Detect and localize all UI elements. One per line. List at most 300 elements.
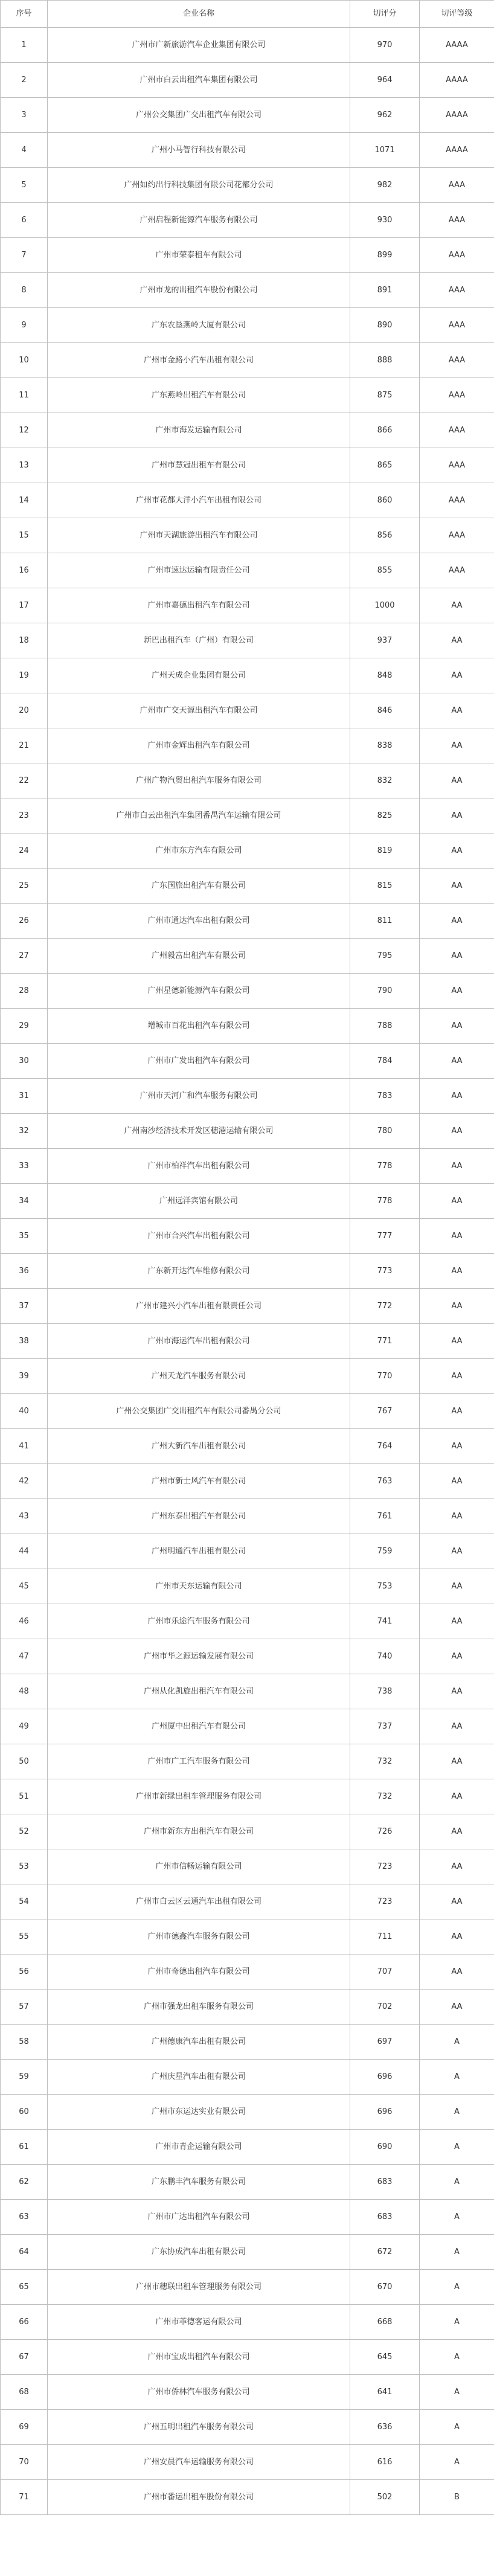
credit-grade: A: [420, 2375, 494, 2410]
company-name: 广州市强龙出租车服务有限公司: [48, 1990, 350, 2025]
company-name: 广州天龙汽车服务有限公司: [48, 1359, 350, 1394]
credit-grade: AA: [420, 869, 494, 904]
credit-grade: AA: [420, 1044, 494, 1079]
credit-grade: AA: [420, 1429, 494, 1464]
company-name: 广州广物汽贸出租汽车服务有限公司: [48, 763, 350, 798]
table-row: [1, 869, 494, 904]
credit-grade: AA: [420, 658, 494, 693]
row-index: 12: [1, 413, 48, 448]
row-index: 57: [1, 1990, 48, 2025]
row-index: 29: [1, 1009, 48, 1044]
credit-grade: AAA: [420, 378, 494, 413]
table-row: [1, 1919, 494, 1954]
row-index: 28: [1, 974, 48, 1009]
credit-grade: A: [420, 2270, 494, 2305]
table-row: [1, 623, 494, 658]
credit-score: 711: [350, 1919, 420, 1954]
table-row: [1, 1079, 494, 1114]
row-index: 23: [1, 798, 48, 834]
company-name: 广州市天湖旅游出租汽车有限公司: [48, 518, 350, 553]
credit-grade: AA: [420, 1289, 494, 1324]
table-row: [1, 203, 494, 238]
credit-score: 856: [350, 518, 420, 553]
company-name: 广州市穗联出租车管理服务有限公司: [48, 2270, 350, 2305]
table-body: [1, 28, 494, 2515]
row-index: 39: [1, 1359, 48, 1394]
row-index: 11: [1, 378, 48, 413]
row-index: 55: [1, 1919, 48, 1954]
credit-score: 784: [350, 1044, 420, 1079]
credit-grade: AAA: [420, 483, 494, 518]
table-row: [1, 904, 494, 939]
credit-grade: AA: [420, 1744, 494, 1779]
credit-score: 783: [350, 1079, 420, 1114]
credit-score: 726: [350, 1814, 420, 1849]
company-name: 广州市金辉出租汽车有限公司: [48, 728, 350, 763]
row-index: 69: [1, 2410, 48, 2445]
credit-grade: AA: [420, 1324, 494, 1359]
row-index: 65: [1, 2270, 48, 2305]
credit-score: 636: [350, 2410, 420, 2445]
row-index: 59: [1, 2060, 48, 2095]
credit-grade: AA: [420, 623, 494, 658]
credit-score: 780: [350, 1114, 420, 1149]
company-name: 广州市白云区云通汽车出租有限公司: [48, 1884, 350, 1919]
row-index: 61: [1, 2130, 48, 2165]
company-name: 广州市广交天源出租汽车有限公司: [48, 693, 350, 728]
credit-grade: AAAA: [420, 133, 494, 168]
table-row: [1, 2165, 494, 2200]
credit-score: 848: [350, 658, 420, 693]
credit-grade: AAA: [420, 273, 494, 308]
table-row: [1, 1499, 494, 1534]
credit-grade: AA: [420, 1884, 494, 1919]
row-index: 19: [1, 658, 48, 693]
table-row: [1, 1009, 494, 1044]
table-row: [1, 518, 494, 553]
company-name: 广州公交集团广交出租汽车有限公司番禺分公司: [48, 1394, 350, 1429]
row-index: 17: [1, 588, 48, 623]
table-row: [1, 273, 494, 308]
company-name: 广州市东方汽车有限公司: [48, 834, 350, 869]
company-name: 广州市青企运输有限公司: [48, 2130, 350, 2165]
credit-score: 964: [350, 63, 420, 98]
credit-score: 846: [350, 693, 420, 728]
company-name: 广州小马智行科技有限公司: [48, 133, 350, 168]
table-row: [1, 1814, 494, 1849]
credit-grade: A: [420, 2235, 494, 2270]
company-name: 广州市荣泰租车有限公司: [48, 238, 350, 273]
credit-score: 697: [350, 2025, 420, 2060]
company-name: 广州市新士风汽车有限公司: [48, 1464, 350, 1499]
credit-grade: AA: [420, 1219, 494, 1254]
credit-grade: A: [420, 2200, 494, 2235]
credit-score: 1071: [350, 133, 420, 168]
credit-grade: A: [420, 2060, 494, 2095]
table-row: [1, 1954, 494, 1990]
table-row: [1, 2270, 494, 2305]
company-name: 广州市龙的出租汽车股份有限公司: [48, 273, 350, 308]
credit-grade: AA: [420, 1079, 494, 1114]
row-index: 49: [1, 1709, 48, 1744]
credit-score: 683: [350, 2165, 420, 2200]
credit-grade: A: [420, 2445, 494, 2480]
table-row: [1, 1569, 494, 1604]
table-row: [1, 974, 494, 1009]
company-name: 广州远洋宾馆有限公司: [48, 1184, 350, 1219]
company-name: 广州市通达汽车出租有限公司: [48, 904, 350, 939]
table-row: [1, 939, 494, 974]
row-index: 41: [1, 1429, 48, 1464]
company-name: 广州市信畅运输有限公司: [48, 1849, 350, 1884]
company-name: 广州星德新能源汽车有限公司: [48, 974, 350, 1009]
credit-score: 790: [350, 974, 420, 1009]
company-name: 广州五明出租汽车服务有限公司: [48, 2410, 350, 2445]
company-name: 广州市海运汽车出租有限公司: [48, 1324, 350, 1359]
credit-grade: AA: [420, 1849, 494, 1884]
table-row: [1, 63, 494, 98]
credit-grade: A: [420, 2095, 494, 2130]
company-name: 广东国旅出租汽车有限公司: [48, 869, 350, 904]
credit-score: 772: [350, 1289, 420, 1324]
row-index: 18: [1, 623, 48, 658]
credit-score: 767: [350, 1394, 420, 1429]
company-name: 广东农垦燕岭大厦有限公司: [48, 308, 350, 343]
credit-score: 723: [350, 1849, 420, 1884]
company-name: 广州安晨汽车运输服务有限公司: [48, 2445, 350, 2480]
table-row: [1, 343, 494, 378]
table-row: [1, 1149, 494, 1184]
company-name: 广州市慧冠出租车有限公司: [48, 448, 350, 483]
credit-score: 690: [350, 2130, 420, 2165]
table-row: [1, 798, 494, 834]
credit-grade: AA: [420, 1394, 494, 1429]
company-name: 广州南沙经济技术开发区穗港运输有限公司: [48, 1114, 350, 1149]
credit-score: 970: [350, 28, 420, 63]
credit-score: 763: [350, 1464, 420, 1499]
credit-score: 1000: [350, 588, 420, 623]
credit-score: 773: [350, 1254, 420, 1289]
company-name: 广东协成汽车出租有限公司: [48, 2235, 350, 2270]
credit-score: 890: [350, 308, 420, 343]
credit-score: 866: [350, 413, 420, 448]
table-row: [1, 2060, 494, 2095]
company-name: 广州市嘉德出租汽车有限公司: [48, 588, 350, 623]
table-row: [1, 1114, 494, 1149]
table-row: [1, 2235, 494, 2270]
company-name: 广州德康汽车出租有限公司: [48, 2025, 350, 2060]
credit-score: 795: [350, 939, 420, 974]
row-index: 52: [1, 1814, 48, 1849]
credit-score: 670: [350, 2270, 420, 2305]
company-name: 广州东泰出租汽车有限公司: [48, 1499, 350, 1534]
row-index: 14: [1, 483, 48, 518]
credit-grade: AA: [420, 1779, 494, 1814]
header-company-name: 企业名称: [48, 1, 350, 28]
table-row: [1, 763, 494, 798]
company-name: 广州市奇德出租汽车有限公司: [48, 1954, 350, 1990]
table-row: [1, 693, 494, 728]
table-row: [1, 2340, 494, 2375]
row-index: 34: [1, 1184, 48, 1219]
credit-grade: AA: [420, 1954, 494, 1990]
credit-score: 860: [350, 483, 420, 518]
company-name: 广州市花都大洋小汽车出租有限公司: [48, 483, 350, 518]
row-index: 3: [1, 98, 48, 133]
credit-score: 937: [350, 623, 420, 658]
company-name: 广州市天东运输有限公司: [48, 1569, 350, 1604]
credit-score: 761: [350, 1499, 420, 1534]
row-index: 67: [1, 2340, 48, 2375]
table-row: [1, 413, 494, 448]
company-name: 广州市新绿出租车管理服务有限公司: [48, 1779, 350, 1814]
table-row: [1, 2130, 494, 2165]
credit-score: 737: [350, 1709, 420, 1744]
table-row: [1, 308, 494, 343]
credit-grade: AA: [420, 1464, 494, 1499]
row-index: 42: [1, 1464, 48, 1499]
credit-grade: A: [420, 2340, 494, 2375]
credit-score: 888: [350, 343, 420, 378]
credit-score: 865: [350, 448, 420, 483]
row-index: 4: [1, 133, 48, 168]
company-name: 新巴出租汽车（广州）有限公司: [48, 623, 350, 658]
table-row: [1, 1604, 494, 1639]
credit-grade: AAAA: [420, 28, 494, 63]
credit-grade: AA: [420, 1499, 494, 1534]
credit-score: 702: [350, 1990, 420, 2025]
row-index: 38: [1, 1324, 48, 1359]
table-row: [1, 98, 494, 133]
credit-score: 641: [350, 2375, 420, 2410]
credit-grade: A: [420, 2305, 494, 2340]
row-index: 54: [1, 1884, 48, 1919]
company-name: 广东新开达汽车维修有限公司: [48, 1254, 350, 1289]
company-name: 广州大新汽车出租有限公司: [48, 1429, 350, 1464]
company-name: 广州市建兴小汽车出租有限责任公司: [48, 1289, 350, 1324]
company-name: 广州市金路小汽车出租有限公司: [48, 343, 350, 378]
credit-grade: AA: [420, 974, 494, 1009]
row-index: 9: [1, 308, 48, 343]
row-index: 26: [1, 904, 48, 939]
credit-grade: A: [420, 2025, 494, 2060]
row-index: 56: [1, 1954, 48, 1990]
credit-grade: AA: [420, 1569, 494, 1604]
company-name: 增城市百花出租汽车有限公司: [48, 1009, 350, 1044]
table-row: [1, 1674, 494, 1709]
row-index: 1: [1, 28, 48, 63]
table-row: [1, 1429, 494, 1464]
table-row: [1, 1639, 494, 1674]
company-name: 广州市天河广和汽车服务有限公司: [48, 1079, 350, 1114]
table-row: [1, 133, 494, 168]
credit-score: 855: [350, 553, 420, 588]
credit-score: 696: [350, 2095, 420, 2130]
credit-grade: AAA: [420, 518, 494, 553]
table-row: [1, 1394, 494, 1429]
credit-grade: AAA: [420, 203, 494, 238]
credit-grade: A: [420, 2165, 494, 2200]
credit-score: 982: [350, 168, 420, 203]
credit-grade: AA: [420, 834, 494, 869]
credit-score: 930: [350, 203, 420, 238]
row-index: 22: [1, 763, 48, 798]
credit-score: 811: [350, 904, 420, 939]
company-name: 广州市白云出租汽车集团番禺汽车运输有限公司: [48, 798, 350, 834]
row-index: 7: [1, 238, 48, 273]
credit-grade: AAA: [420, 308, 494, 343]
credit-grade: AA: [420, 904, 494, 939]
row-index: 44: [1, 1534, 48, 1569]
company-name: 广州如约出行科技集团有限公司花都分公司: [48, 168, 350, 203]
table-row: [1, 1324, 494, 1359]
company-name: 广州市番运出租车股份有限公司: [48, 2480, 350, 2515]
credit-score: 645: [350, 2340, 420, 2375]
row-index: 5: [1, 168, 48, 203]
credit-grade: AAAA: [420, 63, 494, 98]
credit-score: 753: [350, 1569, 420, 1604]
credit-score: 962: [350, 98, 420, 133]
credit-score: 616: [350, 2445, 420, 2480]
credit-score: 778: [350, 1184, 420, 1219]
credit-score: 668: [350, 2305, 420, 2340]
row-index: 37: [1, 1289, 48, 1324]
credit-grade: AA: [420, 693, 494, 728]
table-row: [1, 2200, 494, 2235]
credit-grade: AAA: [420, 448, 494, 483]
company-name: 广州市乐途汽车服务有限公司: [48, 1604, 350, 1639]
credit-grade: AA: [420, 1114, 494, 1149]
row-index: 50: [1, 1744, 48, 1779]
table-row: [1, 2445, 494, 2480]
credit-grade: AA: [420, 1674, 494, 1709]
row-index: 70: [1, 2445, 48, 2480]
row-index: 33: [1, 1149, 48, 1184]
credit-grade: AA: [420, 728, 494, 763]
row-index: 46: [1, 1604, 48, 1639]
row-index: 30: [1, 1044, 48, 1079]
credit-score: 741: [350, 1604, 420, 1639]
credit-score: 732: [350, 1744, 420, 1779]
credit-grade: A: [420, 2130, 494, 2165]
row-index: 60: [1, 2095, 48, 2130]
company-name: 广州庆星汽车出租有限公司: [48, 2060, 350, 2095]
company-name: 广东鹏丰汽车服务有限公司: [48, 2165, 350, 2200]
credit-score: 777: [350, 1219, 420, 1254]
company-name: 广州市东运达实业有限公司: [48, 2095, 350, 2130]
credit-grade: AA: [420, 1990, 494, 2025]
credit-score: 723: [350, 1884, 420, 1919]
credit-score: 899: [350, 238, 420, 273]
credit-grade: AA: [420, 1359, 494, 1394]
credit-grade: AA: [420, 1709, 494, 1744]
credit-score: 875: [350, 378, 420, 413]
credit-score: 771: [350, 1324, 420, 1359]
credit-score: 778: [350, 1149, 420, 1184]
row-index: 10: [1, 343, 48, 378]
credit-grade: AAAA: [420, 98, 494, 133]
company-name: 广州市海发运输有限公司: [48, 413, 350, 448]
credit-grade: AA: [420, 1919, 494, 1954]
header-grade: 切评等级: [420, 1, 494, 28]
credit-grade: AA: [420, 1639, 494, 1674]
table-row: [1, 1254, 494, 1289]
credit-grade: AA: [420, 1149, 494, 1184]
credit-score: 502: [350, 2480, 420, 2515]
credit-score: 738: [350, 1674, 420, 1709]
table-row: [1, 168, 494, 203]
credit-score: 788: [350, 1009, 420, 1044]
row-index: 8: [1, 273, 48, 308]
company-name: 广州市广达出租汽车有限公司: [48, 2200, 350, 2235]
company-name: 广东燕岭出租汽车有限公司: [48, 378, 350, 413]
credit-grade: B: [420, 2480, 494, 2515]
company-name: 广州市广新旅游汽车企业集团有限公司: [48, 28, 350, 63]
table-row: [1, 448, 494, 483]
table-row: [1, 1779, 494, 1814]
row-index: 47: [1, 1639, 48, 1674]
credit-grade: A: [420, 2410, 494, 2445]
credit-score: 696: [350, 2060, 420, 2095]
credit-score: 770: [350, 1359, 420, 1394]
row-index: 62: [1, 2165, 48, 2200]
credit-score: 819: [350, 834, 420, 869]
credit-grade: AA: [420, 1604, 494, 1639]
table-row: [1, 1044, 494, 1079]
table-row: [1, 1464, 494, 1499]
company-name: 广州市白云出租汽车集团有限公司: [48, 63, 350, 98]
company-name: 广州市菲德客运有限公司: [48, 2305, 350, 2340]
table-row: [1, 2410, 494, 2445]
table-row: [1, 28, 494, 63]
credit-grade: AAA: [420, 238, 494, 273]
company-name: 广州厦中出租汽车有限公司: [48, 1709, 350, 1744]
company-name: 广州市柏祥汽车出租有限公司: [48, 1149, 350, 1184]
row-index: 48: [1, 1674, 48, 1709]
company-name: 广州市华之源运输发展有限公司: [48, 1639, 350, 1674]
table-row: [1, 1849, 494, 1884]
table-row: [1, 1884, 494, 1919]
row-index: 64: [1, 2235, 48, 2270]
credit-score: 891: [350, 273, 420, 308]
credit-score: 838: [350, 728, 420, 763]
row-index: 20: [1, 693, 48, 728]
row-index: 15: [1, 518, 48, 553]
credit-grade: AA: [420, 1009, 494, 1044]
company-name: 广州市德鑫汽车服务有限公司: [48, 1919, 350, 1954]
credit-grade: AAA: [420, 168, 494, 203]
table-row: [1, 2025, 494, 2060]
row-index: 2: [1, 63, 48, 98]
table-row: [1, 238, 494, 273]
row-index: 25: [1, 869, 48, 904]
row-index: 36: [1, 1254, 48, 1289]
table-row: [1, 378, 494, 413]
table-row: [1, 483, 494, 518]
row-index: 32: [1, 1114, 48, 1149]
row-index: 27: [1, 939, 48, 974]
credit-grade: AA: [420, 939, 494, 974]
credit-grade: AA: [420, 1534, 494, 1569]
table-row: [1, 2305, 494, 2340]
credit-grade: AA: [420, 1814, 494, 1849]
row-index: 24: [1, 834, 48, 869]
row-index: 35: [1, 1219, 48, 1254]
row-index: 43: [1, 1499, 48, 1534]
table-row: [1, 588, 494, 623]
credit-score: 825: [350, 798, 420, 834]
company-name: 广州天成企业集团有限公司: [48, 658, 350, 693]
